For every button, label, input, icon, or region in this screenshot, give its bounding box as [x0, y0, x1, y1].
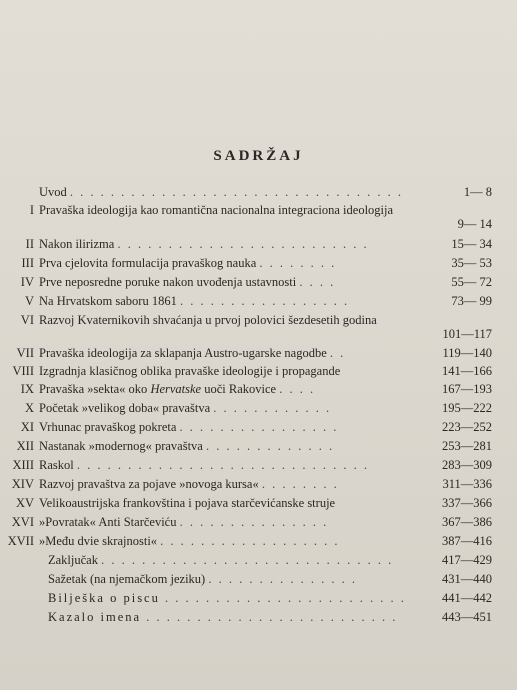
- entry-pages: 253—281: [442, 439, 492, 453]
- dot-leader: . . . . . . . . . . . . . . . . . . . . . . . . .: [117, 237, 369, 251]
- dot-leader: . . . . . . . . . . . .: [213, 401, 332, 415]
- chapter-number: XIV: [11, 477, 34, 491]
- chapter-number: III: [21, 256, 34, 270]
- dot-leader: . . . . . . . . . . . . . . . . . . . . . . . . . . . . .: [76, 458, 369, 472]
- chapter-number: V: [24, 294, 34, 308]
- chapter-number: X: [24, 401, 34, 415]
- chapter-number: VII: [16, 346, 34, 360]
- entry-title: Početak »velikog doba« pravaštva: [39, 401, 211, 415]
- chapter-number: XVI: [11, 515, 34, 529]
- entry-title: Pravaška »sekta« oko Hervatske uoči Rakovice . . . .: [39, 382, 316, 396]
- entry-title: Bilješka o piscu: [48, 591, 160, 605]
- entry-pages: 337—366: [442, 496, 492, 510]
- entry-title: Prve neposredne poruke nakon uvođenja ustavnosti: [39, 275, 297, 289]
- entry-title: »Među dvie skrajnosti«: [39, 534, 158, 548]
- dot-leader: . . . . . . . . . . . . . . . .: [179, 420, 339, 434]
- chapter-number: IX: [20, 382, 34, 396]
- chapter-number: XV: [15, 496, 34, 510]
- entry-title: Nastanak »modernog« pravaštva: [39, 439, 203, 453]
- entry-title: Na Hrvatskom saboru 1861: [39, 294, 177, 308]
- dot-leader: . . . . . . . . . . . . . . . . .: [179, 294, 350, 308]
- entry-title: Zaključak: [48, 553, 98, 567]
- entry-pages: 119—140: [442, 346, 492, 360]
- chapter-number: VI: [20, 313, 34, 327]
- dot-leader: . . . .: [299, 275, 336, 289]
- entry-pages: 195—222: [442, 401, 492, 415]
- entry-pages: 223—252: [442, 420, 492, 434]
- entry-pages: 367—386: [442, 515, 492, 529]
- dot-leader: . .: [329, 346, 346, 360]
- entry-pages: 417—429: [442, 553, 492, 567]
- entry-pages: 55— 72: [451, 275, 492, 289]
- journal-title: Hervatske: [150, 382, 202, 396]
- entry-pages: 15— 34: [451, 237, 492, 251]
- dot-leader: . . . . . . . . . . . . . . .: [208, 572, 357, 586]
- entry-title: Nakon ilirizma: [39, 237, 115, 251]
- chapter-number: XVII: [7, 534, 34, 548]
- entry-title: Uvod: [39, 185, 67, 199]
- entry-pages: 73— 99: [451, 294, 492, 308]
- entry-pages: 141—166: [442, 364, 492, 378]
- dot-leader: . . . . . . . .: [261, 477, 339, 491]
- dot-leader: . . . . . . . . . . . . . . . . . . . . . . . .: [164, 591, 406, 605]
- chapter-number: XIII: [12, 458, 34, 472]
- dot-leader: . . . .: [279, 382, 316, 396]
- chapter-number: XII: [16, 439, 34, 453]
- entry-title: »Povratak« Anti Starčeviću: [39, 515, 177, 529]
- entry-pages: 1— 8: [463, 185, 492, 199]
- chapter-number: XI: [20, 420, 34, 434]
- entry-title: Razvoj pravaštva za pojave »novoga kursa«: [39, 477, 259, 491]
- entry-title: Kazalo imena: [48, 610, 142, 624]
- entry-title: Raskol: [39, 458, 74, 472]
- chapter-number: I: [29, 203, 34, 217]
- dot-leader: . . . . . . . . . . . . . . . . . .: [160, 534, 340, 548]
- dot-leader: . . . . . . . .: [259, 256, 337, 270]
- entry-title: Velikoaustrijska frankovština i pojava starčevićanske struje: [39, 496, 336, 510]
- entry-pages: 441—442: [442, 591, 492, 605]
- dot-leader: . . . . . . . . . . . . . . .: [179, 515, 329, 529]
- entry-title: Sažetak (na njemačkom jeziku): [48, 572, 206, 586]
- entry-title: Izgradnja klasičnog oblika pravaške ideologije i propagande: [39, 364, 341, 378]
- entry-title: Razvoj Kvaternikovih shvaćanja u prvoj polovici šezdesetih godina: [39, 313, 377, 327]
- entry-pages: 283—309: [442, 458, 492, 472]
- entry-pages: 387—416: [442, 534, 492, 548]
- page-title: SADRŽAJ: [213, 148, 304, 164]
- entry-pages: 431—440: [442, 572, 492, 586]
- entry-title: Prva cjelovita formulacija pravaškog nauka: [39, 256, 257, 270]
- dot-leader: . . . . . . . . . . . . . . . . . . . . . . . . . . . . .: [101, 553, 394, 567]
- entry-pages: 9— 14: [457, 217, 492, 231]
- entry-pages: 35— 53: [451, 256, 492, 270]
- dot-leader: . . . . . . . . . . . . . . . . . . . . . . . . .: [146, 610, 398, 624]
- chapter-number: II: [25, 237, 34, 251]
- chapter-number: IV: [20, 275, 34, 289]
- dot-leader: . . . . . . . . . . . . .: [205, 439, 335, 453]
- chapter-number: VIII: [12, 364, 34, 378]
- entry-pages: 311—336: [442, 477, 492, 491]
- entry-title: Pravaška ideologija kao romantična nacionalna integraciona ideologija: [39, 203, 394, 217]
- entry-pages: 101—117: [442, 327, 492, 341]
- dot-leader: . . . . . . . . . . . . . . . . . . . . . . . . . . . . . . . . .: [69, 185, 404, 199]
- entry-pages: 167—193: [442, 382, 492, 396]
- entry-pages: 443—451: [442, 610, 492, 624]
- entry-title: Pravaška ideologija za sklapanja Austro-ugarske nagodbe: [39, 346, 327, 360]
- entry-title: Vrhunac pravaškog pokreta: [39, 420, 177, 434]
